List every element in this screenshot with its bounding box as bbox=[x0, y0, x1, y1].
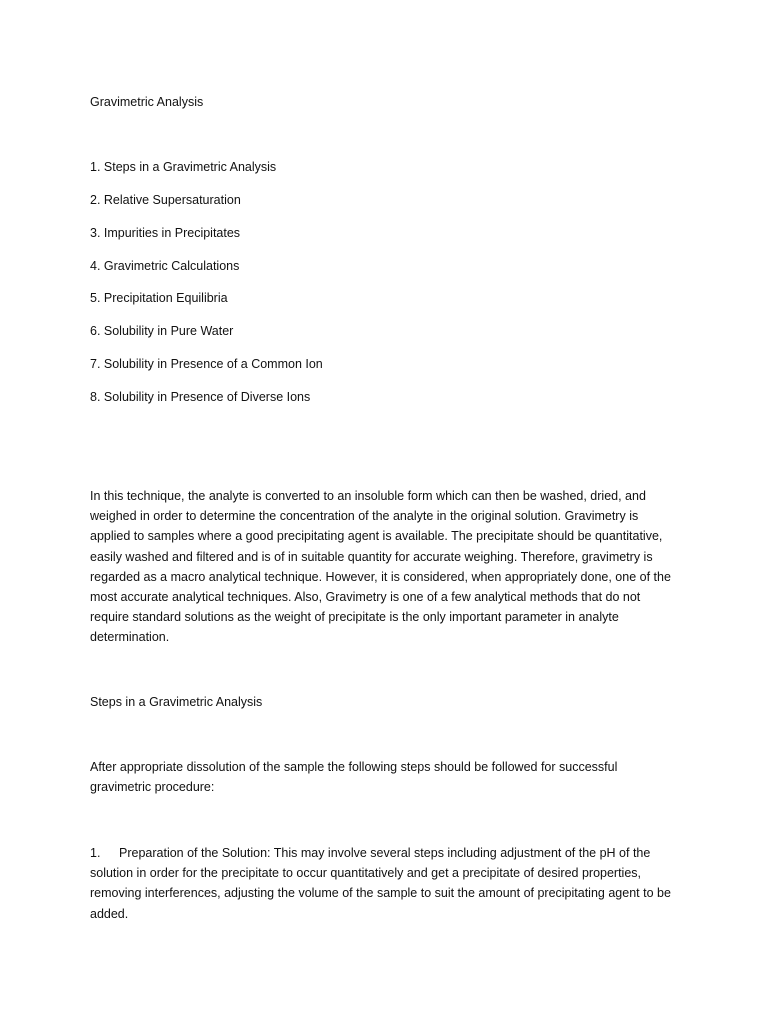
section-intro: After appropriate dissolution of the sample the following steps should be followed for successful gravimetric procedure: bbox=[90, 760, 618, 795]
toc-item-3: 3. Impurities in Precipitates bbox=[90, 226, 241, 240]
toc-item-7: 7. Solubility in Presence of a Common Ion bbox=[90, 357, 323, 371]
toc-item-6: 6. Solubility in Pure Water bbox=[90, 324, 234, 338]
section-heading: Steps in a Gravimetric Analysis bbox=[90, 695, 263, 709]
toc-item-2: 2. Relative Supersaturation bbox=[90, 193, 241, 207]
step-text: Preparation of the Solution: This may involve several steps including adjustment of the pH of the solution in order for the precipitate to occur quantitatively and get a precipitate of desired properties, removing interferences, adjusting the volume of the sample to suit the amount of precipitating agent to be added. bbox=[90, 846, 671, 921]
toc-item-4: 4. Gravimetric Calculations bbox=[90, 259, 240, 273]
toc-item-5: 5. Precipitation Equilibria bbox=[90, 291, 228, 305]
step-number: 1. bbox=[90, 846, 101, 860]
document-title: Gravimetric Analysis bbox=[90, 95, 204, 109]
intro-paragraph: In this technique, the analyte is converted to an insoluble form which can then be washed, dried, and weighed in order to determine the concentration of the analyte in the original solution. Gravimetry is applied to samples where a good precipitating agent is available. The precipitate should be quantitative, easily washed and filtered and is of in suitable quantity for accurate weighing. Therefore, gravimetry is regarded as a macro analytical technique. However, it is considered, when appropriately done, one of the most accurate analytical techniques. Also, Gravimetry is one of a few analytical methods that do not require standard solutions as the weight of precipitate is the only important parameter in analyte determination. bbox=[90, 489, 671, 645]
toc-item-1: 1. Steps in a Gravimetric Analysis bbox=[90, 160, 277, 174]
toc-item-8: 8. Solubility in Presence of Diverse Ions bbox=[90, 390, 311, 404]
step-item bbox=[90, 843, 680, 924]
